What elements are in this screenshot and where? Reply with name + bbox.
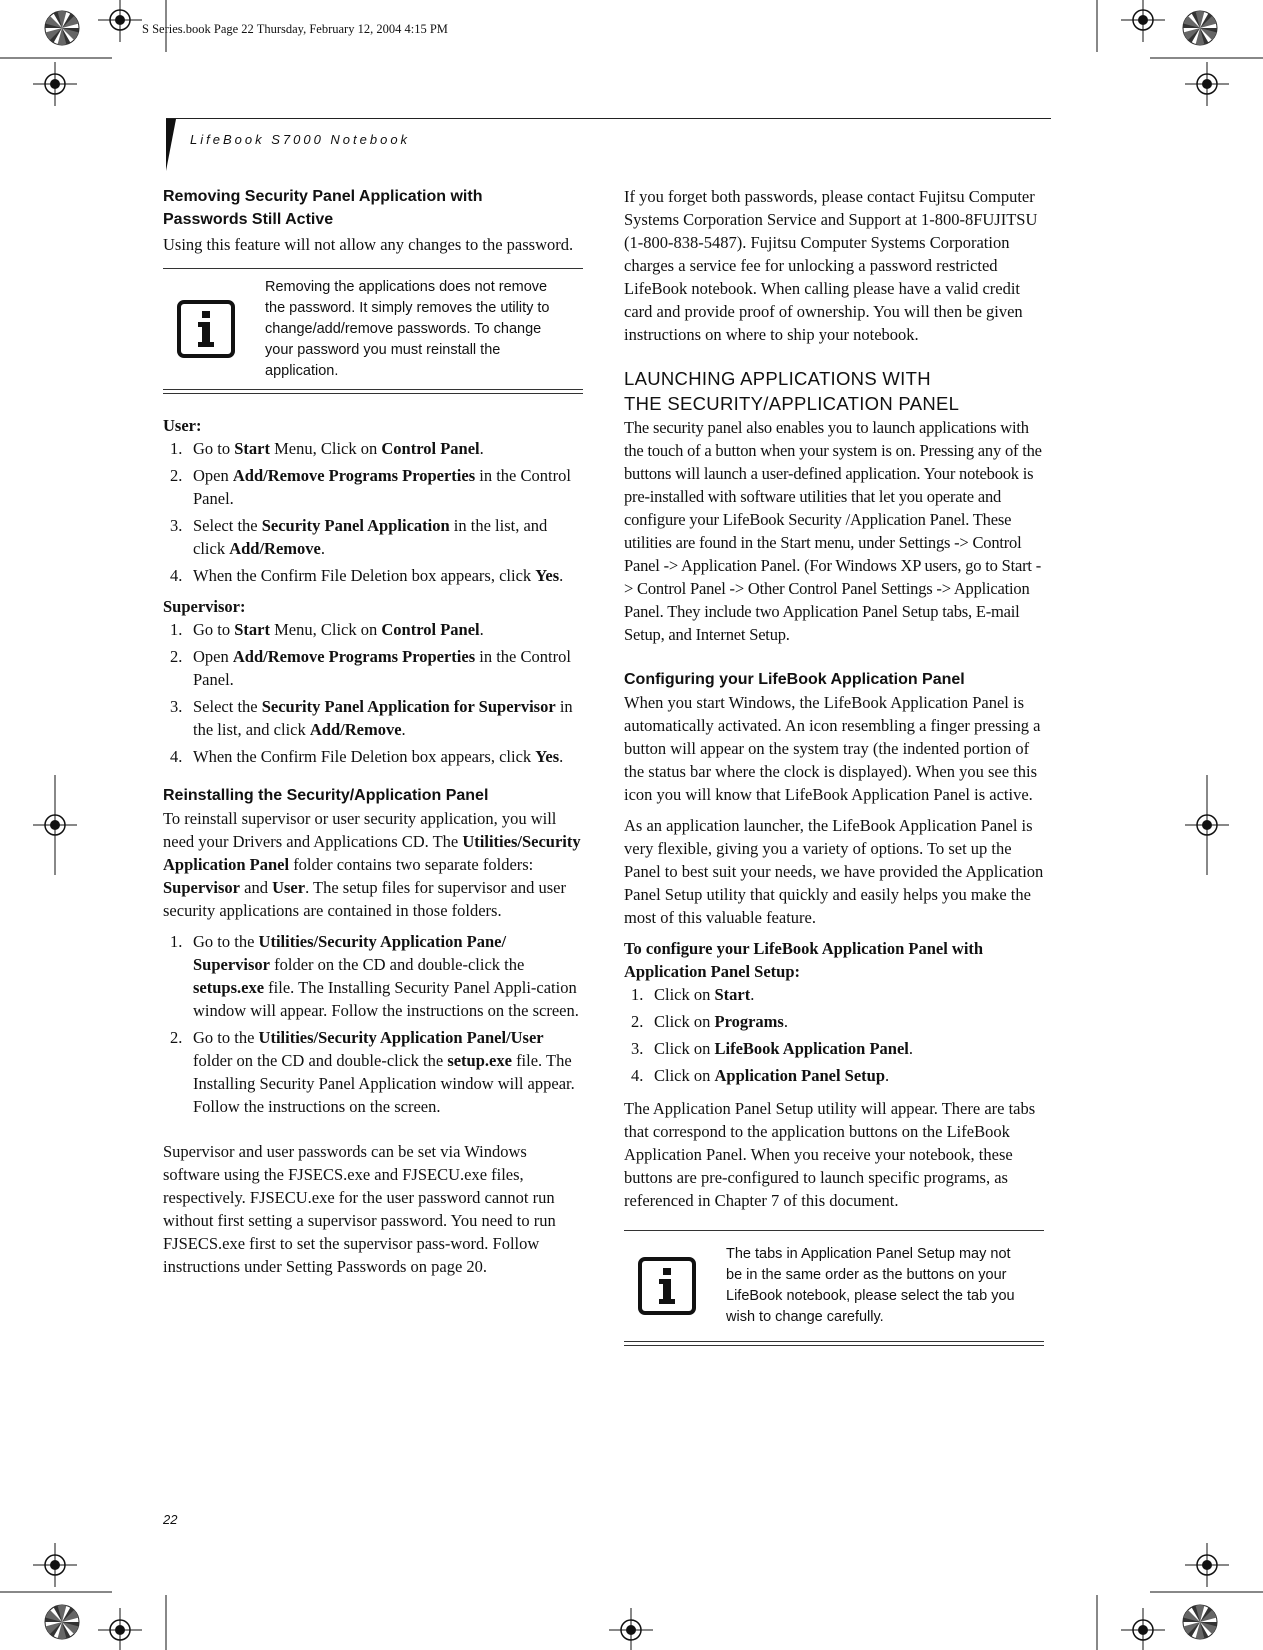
config-paragraph-1: When you start Windows, the LifeBook Application Panel is automatically activated. An icon resembling a finger pressing a button will appear on the system tray (the indented portion of the status bar where the clock is displayed). When you see this icon you will know that LifeBook Application Panel is active. — [624, 693, 1041, 804]
list-number: 4. — [170, 566, 183, 585]
list-item — [163, 437, 583, 460]
launch-body: The security panel also enables you to launch applications with the touch of a button when your system is on. Pressing any of the buttons will launch a user-defined application. Your notebook is pre-installed with software utilities that let you operate and configure your LifeBook Security /Application Panel. These utilities are found in the Start menu, under Settings -> Control Panel -> Application Panel. (For Windows XP users, go to Start -> Control Panel -> Other Control Panel Settings -> Application Panel. They include two Application Panel Setup tabs, E-mail Setup, and Internet Setup. — [624, 418, 1042, 644]
text-run: . — [401, 720, 406, 739]
list-number: 1. — [170, 439, 183, 458]
remove-intro: Using this feature will not allow any changes to the password. — [163, 235, 574, 254]
text-run: Go to — [193, 620, 235, 639]
config-heading: Configuring your LifeBook Application Panel — [624, 671, 965, 688]
right-column — [624, 185, 1044, 1346]
user-steps — [163, 437, 583, 587]
list-number: 2. — [170, 647, 183, 666]
text-run: in the list, and click — [193, 516, 548, 558]
text-run: . — [908, 1039, 913, 1058]
text-run: file. The Installing Security Panel Appli-cation window will appear. Follow the instructions on the screen. — [193, 978, 579, 1020]
text-run: folder contains two separate folders: — [289, 855, 534, 874]
text-run: Menu, Click on — [270, 439, 382, 458]
config-steps — [624, 983, 1044, 1087]
list-number: 1. — [170, 620, 183, 639]
text-run: Click on — [654, 1039, 715, 1058]
header-triangle — [166, 119, 176, 171]
text-run: Menu, Click on — [270, 620, 382, 639]
text-run: Control Panel — [381, 439, 480, 458]
text-run: User — [272, 878, 306, 897]
text-run: . — [559, 566, 564, 585]
text-run: Click on — [654, 1012, 715, 1031]
text-run: setup.exe — [447, 1051, 512, 1070]
text-run: Add/Remove — [229, 539, 321, 558]
reinstall-intro — [163, 807, 583, 922]
list-item — [163, 930, 583, 1022]
list-number: 2. — [631, 1012, 644, 1031]
text-run: Select the — [193, 697, 262, 716]
info-icon — [177, 300, 235, 358]
note-text: Removing the applications does not remove the password. It simply removes the utility to change/add/remove passwords. To change your password you must reinstall the application. — [265, 278, 550, 379]
launch-heading-line1: LAUNCHING APPLICATIONS WITH — [624, 368, 931, 389]
text-run: Go to — [193, 439, 235, 458]
text-run: Utilities/Security Application Panel — [163, 832, 581, 874]
config-paragraph-2: As an application launcher, the LifeBook Application Panel is very flexible, giving you a variety of options. To set up the Panel to best suit your needs, we have provided the Application Panel Setup utility that quickly and easily helps you make the most of this valuable feature. — [624, 816, 1044, 927]
list-number: 2. — [170, 466, 183, 485]
text-run: . — [750, 985, 755, 1004]
remove-heading: Removing Security Panel Application with Passwords Still Active — [163, 188, 483, 228]
text-run: in the list, and click — [193, 697, 573, 739]
reinstall-heading: Reinstalling the Security/Application Panel — [163, 787, 489, 804]
text-run: Programs — [714, 1012, 784, 1031]
list-item — [624, 1037, 1044, 1060]
text-run: Open — [193, 466, 233, 485]
text-run: Utilities/Security Application Panel/User — [258, 1028, 544, 1047]
list-number: 4. — [631, 1066, 644, 1085]
text-run: Control Panel — [381, 620, 480, 639]
list-item — [163, 618, 583, 641]
text-run: Yes — [535, 747, 560, 766]
supervisor-steps — [163, 618, 583, 768]
page-number: 22 — [163, 1512, 178, 1527]
text-run: folder on the CD and double-click the — [193, 1051, 448, 1070]
list-number: 3. — [170, 516, 183, 535]
text-run: Open — [193, 647, 233, 666]
text-run: Yes — [535, 566, 560, 585]
text-run: . — [559, 747, 564, 766]
text-run: Go to the — [193, 1028, 259, 1047]
text-run: Security Panel Application — [261, 516, 450, 535]
text-run: Application Panel Setup — [714, 1066, 886, 1085]
text-run: Start — [714, 985, 751, 1004]
running-title: LifeBook S7000 Notebook — [190, 132, 411, 147]
closing-paragraph: Supervisor and user passwords can be set via Windows software using the FJSECS.exe and FJSECU.exe files, respectively. FJSECU.exe for the user password cannot run without first setting a supervisor password. You need to run FJSECS.exe first to set the supervisor pass-word. Follow instructions under Setting Passwords on page 20. — [163, 1142, 556, 1276]
text-run: Start — [234, 620, 270, 639]
text-run: Click on — [654, 1066, 715, 1085]
list-number: 3. — [631, 1039, 644, 1058]
text-run: Add/Remove Programs Properties — [232, 647, 476, 666]
text-run: file. The Installing Security Panel Application window will appear. Follow the instructions on the screen. — [193, 1051, 575, 1116]
note-box-1 — [163, 268, 583, 394]
text-run: Add/Remove Programs Properties — [232, 466, 476, 485]
config-paragraph-3: The Application Panel Setup utility will appear. There are tabs that correspond to the application buttons on the LifeBook Application Panel. When you receive your notebook, these buttons are pre-configured to launch specific programs, as referenced in Chapter 7 of this document. — [624, 1099, 1036, 1210]
text-run: When the Confirm File Deletion box appears, click — [193, 566, 536, 585]
text-run: Utilities/Security Application Pane/ Supervisor — [193, 932, 507, 974]
text-run: Go to the — [193, 932, 259, 951]
text-run: folder on the CD and double-click the — [270, 955, 525, 974]
text-run: Start — [234, 439, 270, 458]
list-item — [163, 745, 583, 768]
text-run: and — [240, 878, 273, 897]
reinstall-steps — [163, 930, 583, 1118]
launch-heading-line2: THE SECURITY/APPLICATION PANEL — [624, 393, 960, 414]
list-item — [163, 564, 583, 587]
text-run: Security Panel Application for Supervisor — [261, 697, 556, 716]
text-run: When the Confirm File Deletion box appears, click — [193, 747, 536, 766]
text-run: LifeBook Application Panel — [714, 1039, 909, 1058]
forget-paragraph: If you forget both passwords, please contact Fujitsu Computer Systems Corporation Service and Support at 1-800-8FUJITSU (1-800-838-5487). Fujitsu Computer Systems Corporation charges a service fee for unlocking a password restricted LifeBook notebook. When calling please have a valid credit card and provide proof of ownership. You will then be given instructions on where to ship your notebook. — [624, 187, 1038, 344]
list-number: 3. — [170, 697, 183, 716]
text-run: in the Control Panel. — [193, 647, 571, 689]
list-item — [163, 464, 583, 510]
list-item — [163, 1026, 583, 1118]
print-slug: S Series.book Page 22 Thursday, February 12, 2004 4:15 PM — [142, 22, 448, 36]
text-run: setups.exe — [193, 978, 265, 997]
config-lead: To configure your LifeBook Application Panel with Application Panel Setup: — [624, 939, 984, 981]
note-text: The tabs in Application Panel Setup may not be in the same order as the buttons on your LifeBook notebook, please select the tab you wish to change carefully. — [726, 1246, 1015, 1325]
list-number: 1. — [631, 985, 644, 1004]
text-run: . — [320, 539, 325, 558]
text-run: Select the — [193, 516, 262, 535]
text-run: Click on — [654, 985, 715, 1004]
list-item — [163, 695, 583, 741]
text-run: Supervisor — [163, 878, 241, 897]
list-item — [624, 983, 1044, 1006]
text-run: . — [479, 439, 484, 458]
info-icon — [638, 1257, 696, 1315]
list-number: 1. — [170, 932, 183, 951]
text-run: . The setup files for supervisor and user security applications are contained in those folders. — [163, 878, 566, 920]
text-run: Add/Remove — [309, 720, 402, 739]
text-run: . — [479, 620, 484, 639]
list-number: 4. — [170, 747, 183, 766]
list-item — [163, 645, 583, 691]
text-run: . — [885, 1066, 890, 1085]
list-number: 2. — [170, 1028, 183, 1047]
list-item — [163, 514, 583, 560]
left-column — [163, 185, 583, 1278]
text-run: . — [783, 1012, 788, 1031]
user-label: User: — [163, 416, 202, 435]
supervisor-label: Supervisor: — [163, 597, 246, 616]
text-run: in the Control Panel. — [193, 466, 571, 508]
text-run: To reinstall supervisor or user security application, you will need your Drivers and Applications CD. The — [163, 809, 557, 851]
list-item — [624, 1010, 1044, 1033]
note-box-2 — [624, 1230, 1044, 1346]
list-item — [624, 1064, 1044, 1087]
header-rule — [166, 118, 1051, 119]
